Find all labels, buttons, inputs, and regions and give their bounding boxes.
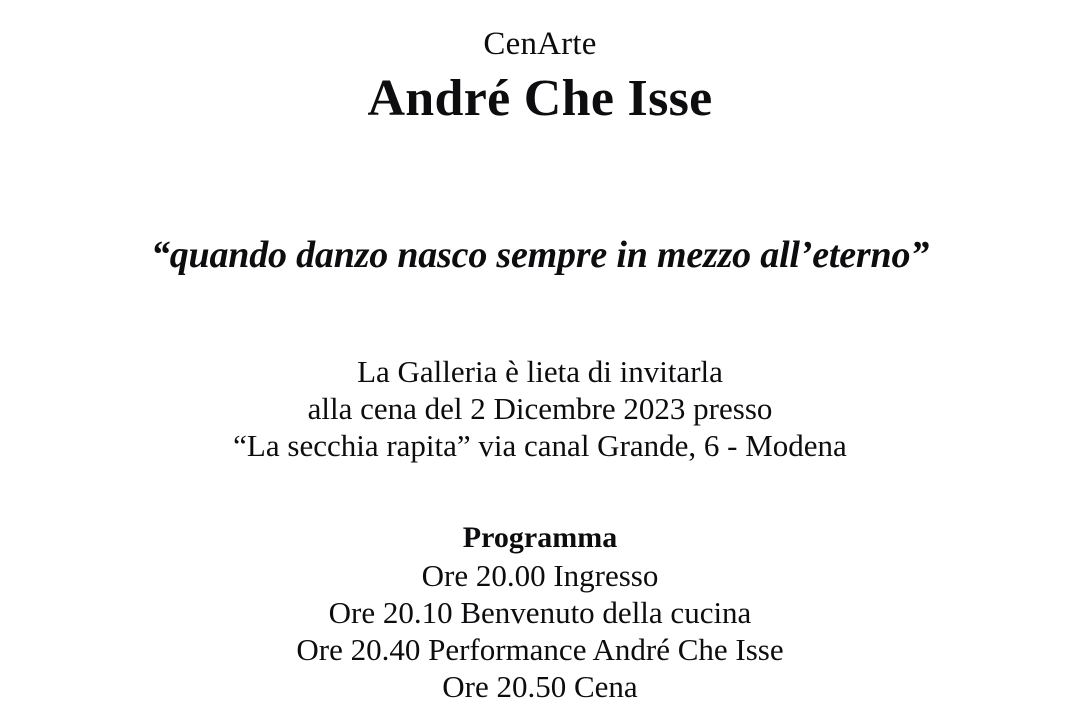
quote-text: “quando danzo nasco sempre in mezzo all’eterno”: [150, 233, 930, 276]
programme-section: [296, 520, 783, 705]
programme-item: Ore 20.10 Benvenuto della cucina: [328, 594, 752, 630]
invitation-line-3: “La secchia rapita” via canal Grande, 6 - Modena: [233, 427, 847, 463]
organization-name: CenArte: [483, 26, 597, 62]
artist-name: André Che Isse: [367, 70, 713, 127]
invitation-line-2: alla cena del 2 Dicembre 2023 presso: [307, 390, 773, 426]
programme-list: [296, 557, 783, 705]
programme-item: Ore 20.40 Performance André Che Isse: [296, 631, 784, 667]
programme-item: Ore 20.50 Cena: [442, 668, 638, 704]
invitation-line-1: La Galleria è lieta di invitarla: [357, 353, 723, 389]
invitation-block: [233, 353, 847, 464]
programme-item: Ore 20.00 Ingresso: [421, 557, 659, 593]
programme-title: Programma: [462, 520, 618, 554]
